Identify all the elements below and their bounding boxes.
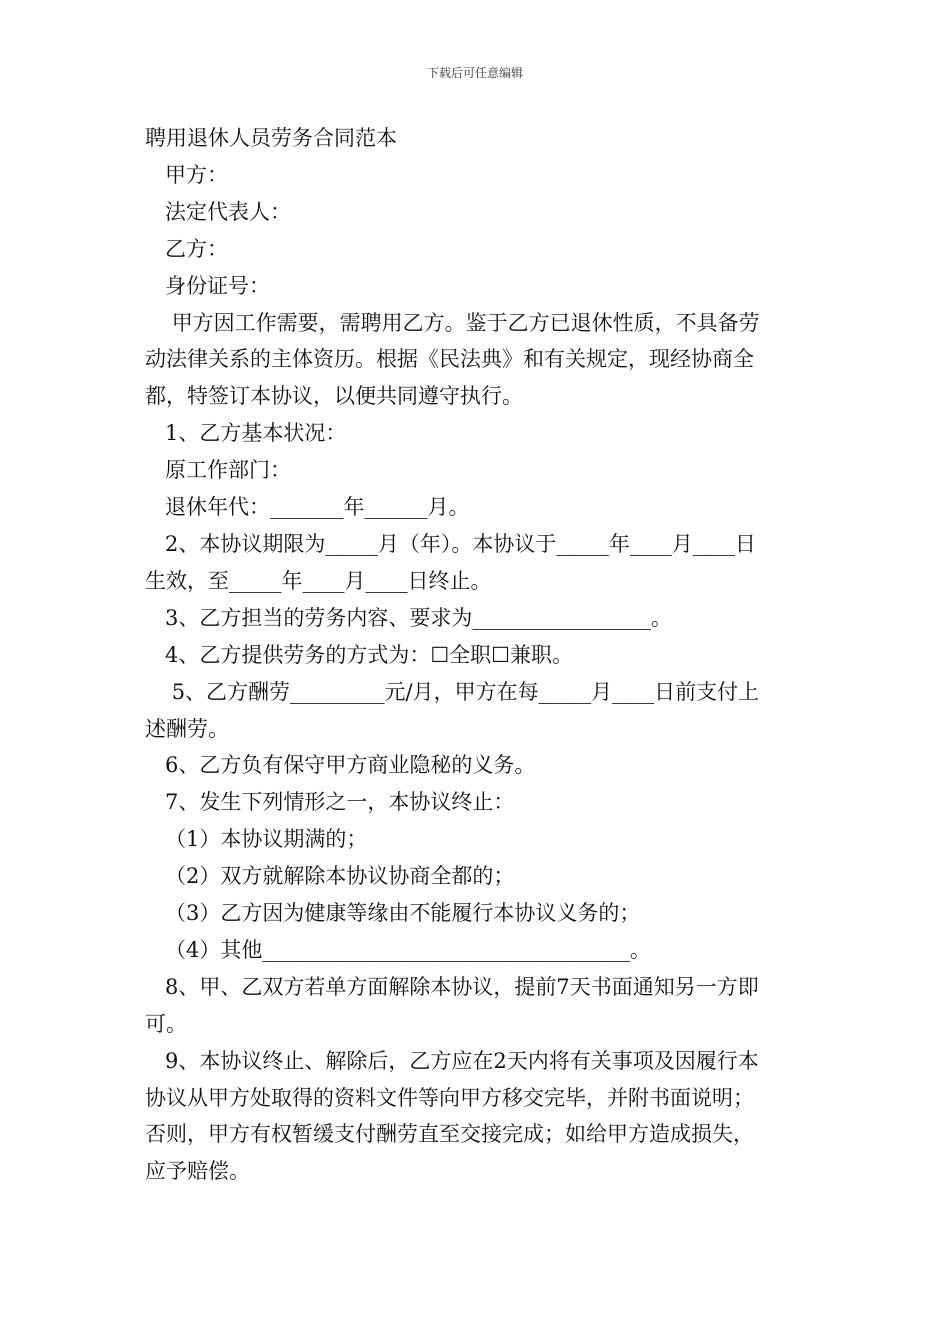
document-line: （4）其他___________________________________。 <box>165 937 651 962</box>
document-line: 法定代表人： <box>165 199 291 224</box>
document-title: 聘用退休人员劳务合同范本 <box>145 126 397 150</box>
document-line: 9、本协议终止、解除后，乙方应在2天内将有关事项及因履行本 <box>165 1048 759 1073</box>
document-line: （1）本协议期满的； <box>165 827 368 852</box>
document-line: 6、乙方负有保守甲方商业隐秘的义务。 <box>165 753 536 778</box>
document-line: 1、乙方基本状况： <box>165 421 347 446</box>
document-line: 7、发生下列情形之一，本协议终止： <box>165 790 515 815</box>
page-header: 下载后可任意编辑 <box>426 66 523 80</box>
document-line: 述酬劳。 <box>145 716 229 741</box>
document-line: 生效，至_____年____月____日终止。 <box>145 568 492 593</box>
document-line: （3）乙方因为健康等缘由不能履行本协议义务的； <box>165 901 641 926</box>
document-line: 动法律关系的主体资历。根据《民法典》和有关规定，现经协商全 <box>145 347 754 372</box>
document-line: 乙方： <box>165 236 228 261</box>
document-line: 原工作部门： <box>165 458 291 483</box>
document-line: 否则，甲方有权暂缓支付酬劳直至交接完成；如给甲方造成损失， <box>145 1122 754 1147</box>
document-line: 5、乙方酬劳_________元/月，甲方在每_____月____日前支付上 <box>165 679 760 704</box>
document-line: 协议从甲方处取得的资料文件等向甲方移交完毕，并附书面说明； <box>145 1085 754 1110</box>
document-line: 8、甲、乙双方若单方面解除本协议，提前7天书面通知另一方即 <box>165 974 759 999</box>
document-line: 4、乙方提供劳务的方式为：☐全职☐兼职。 <box>165 642 574 667</box>
document-body <box>145 120 810 1190</box>
document-line: 应予赔偿。 <box>145 1159 250 1184</box>
document-line: 甲方因工作需要，需聘用乙方。鉴于乙方已退休性质，不具备劳 <box>165 310 760 335</box>
document-line: （2）双方就解除本协议协商全都的； <box>165 864 515 889</box>
document-line: 身份证号： <box>165 273 270 298</box>
document-line: 2、本协议期限为_____月（年）。本协议于_____年____月____日 <box>165 531 756 556</box>
document-line: 都，特签订本协议，以便共同遵守执行。 <box>145 384 523 409</box>
document-line: 退休年代：_______年______月。 <box>165 495 470 520</box>
document-line: 甲方： <box>165 162 228 187</box>
document-line: 可。 <box>145 1011 187 1036</box>
document-line: 3、乙方担当的劳务内容、要求为_________________。 <box>165 605 672 630</box>
